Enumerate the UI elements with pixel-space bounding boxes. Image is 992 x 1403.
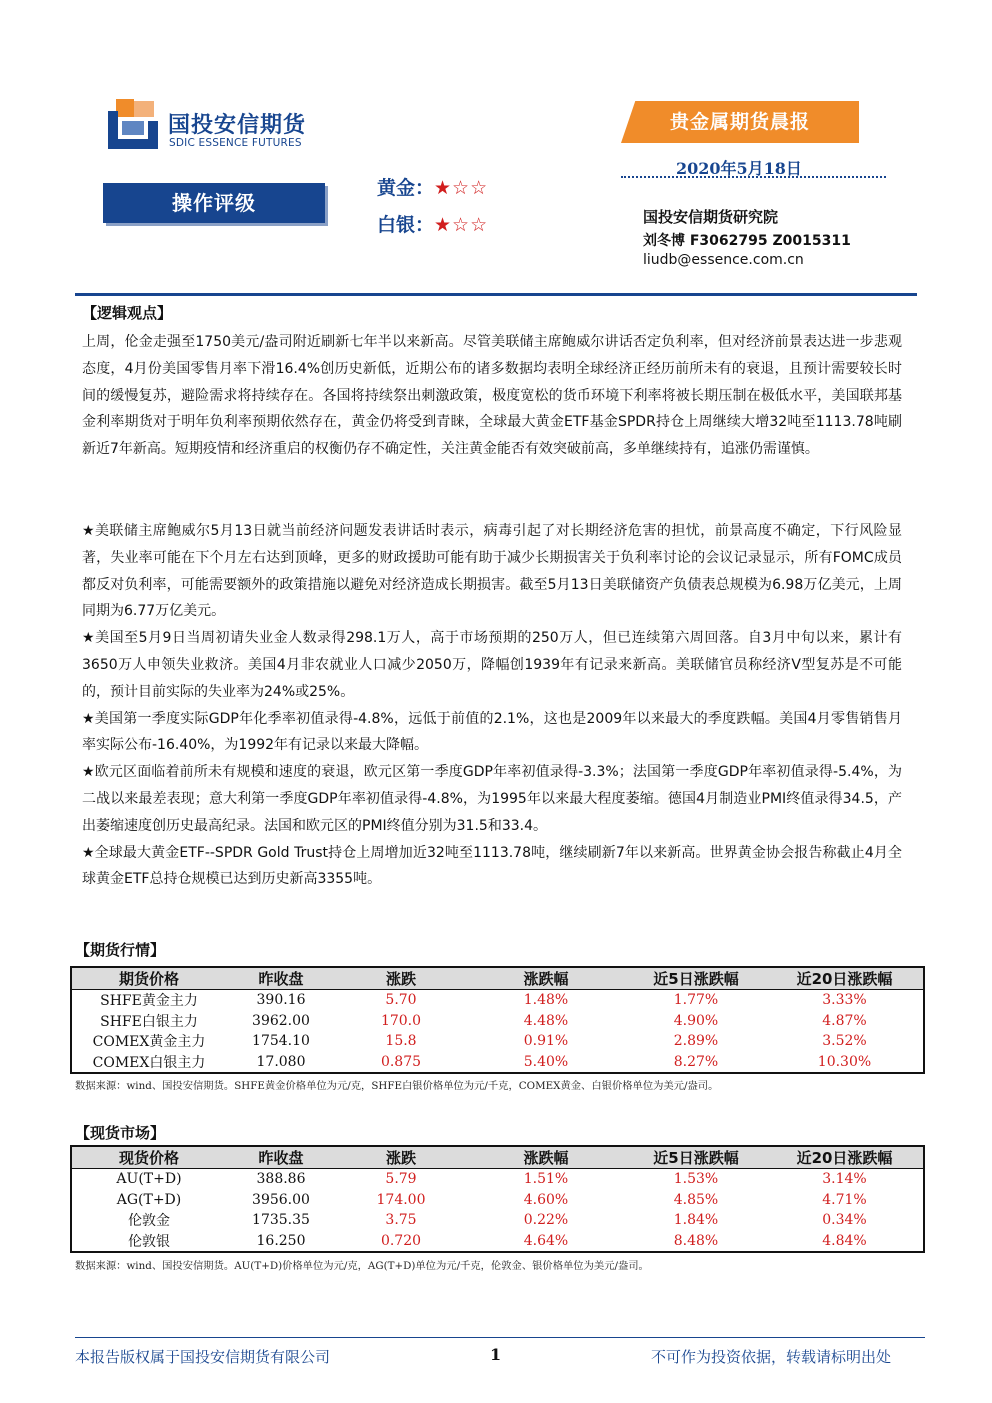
analyst-email[interactable]: liudb@essence.com.cn [643, 252, 804, 268]
table-row [71, 990, 924, 1011]
table-cell: 1.84% [673, 1212, 719, 1229]
table-cell: 0.720 [380, 1232, 422, 1249]
footer-disclaimer: 不可作为投资依据，转载请标明出处 [651, 1348, 892, 1366]
table-cell: 388.86 [256, 1171, 306, 1188]
table-cell: 3.14% [822, 1171, 867, 1188]
column-header: 近20日涨跌幅 [766, 967, 924, 990]
table-row [71, 1011, 924, 1032]
rating-label: 操作评级 [103, 183, 325, 223]
table-cell: 170.0 [380, 1012, 422, 1029]
page-number: 1 [490, 1345, 502, 1364]
table-row [71, 1169, 924, 1190]
table-cell: 0.875 [380, 1053, 422, 1070]
table-cell: 16.250 [256, 1232, 306, 1249]
table-cell: 8.48% [673, 1232, 719, 1249]
table-cell: 1.53% [673, 1171, 719, 1188]
table-cell: 17.080 [256, 1053, 306, 1070]
table-cell: 3.52% [822, 1033, 867, 1050]
silver-rating-name: 白银： [377, 214, 435, 236]
table-cell: 0.22% [523, 1212, 569, 1229]
table-cell: 10.30% [817, 1053, 872, 1070]
table-cell: 0.34% [822, 1212, 867, 1229]
gold-rating-name: 黄金： [377, 177, 435, 199]
table-cell: 5.70 [385, 992, 417, 1009]
table-row [71, 1190, 924, 1211]
column-header: 涨跌 [336, 967, 466, 990]
date-divider [621, 176, 886, 178]
column-header: 现货价格 [71, 1146, 226, 1169]
table-cell: 伦敦金 [128, 1213, 170, 1230]
gold-rating-stars: ★☆☆ [434, 177, 489, 199]
table-cell: 4.48% [523, 1012, 569, 1029]
table-cell: 3.75 [385, 1212, 417, 1229]
table-row [71, 1210, 924, 1231]
table-cell: 4.64% [523, 1232, 569, 1249]
logic-point: ★欧元区面临着前所未有规模和速度的衰退，欧元区第一季度GDP年率初值录得-3.3%；法国第一季度GDP年率初值录得-5.4%，为二战以来最差表现；意大利第一季度GDP年率初值录得-4.8%，为1995年以来最大程度萎缩。德国4月制造业PMI终值录得34.5，产出萎缩速度创历史最高纪录。法国和欧元区的PMI终值分别为31.5和33.4。 [82, 764, 902, 834]
column-header: 期货价格 [71, 967, 226, 990]
table-cell: SHFE白银主力 [100, 1013, 198, 1030]
table-cell: 1.48% [523, 992, 569, 1009]
table-cell: AG(T+D) [116, 1191, 182, 1208]
table-cell: SHFE黄金主力 [100, 993, 198, 1010]
table-header-row [71, 1146, 924, 1169]
logic-point-list [82, 518, 902, 893]
table-cell: 1754.10 [252, 1033, 310, 1050]
table-cell: 174.00 [376, 1191, 426, 1208]
company-logo-icon [108, 99, 158, 149]
table-cell: AU(T+D) [116, 1171, 182, 1188]
table-cell: 4.90% [673, 1012, 719, 1029]
logic-point: ★美国至5月9日当周初请失业金人数录得298.1万人，高于市场预期的250万人，但已连续第六周回落。自3月中旬以来，累计有3650万人申领失业救济。美国4月非农就业人口减少2050万，降幅创1939年有记录来新高。美联储官员称经济V型复苏是不可能的，预计目前实际的失业率为24%或25%。 [82, 630, 902, 700]
table-cell: 15.8 [385, 1033, 417, 1050]
table-cell: COMEX白银主力 [92, 1054, 206, 1071]
table-cell: 2.89% [673, 1033, 719, 1050]
header-divider [75, 293, 917, 296]
gold-rating [377, 173, 488, 200]
table-cell: 4.60% [523, 1191, 569, 1208]
table-cell: 3962.00 [252, 1012, 310, 1029]
column-header: 近5日涨跌幅 [626, 1146, 766, 1169]
column-header: 涨跌幅 [466, 967, 626, 990]
table-cell: 4.87% [822, 1012, 867, 1029]
table-cell: 5.40% [523, 1053, 569, 1070]
table-cell: 伦敦银 [128, 1233, 170, 1250]
logic-title: 【逻辑观点】 [82, 304, 173, 322]
footer-copyright: 本报告版权属于国投安信期货有限公司 [75, 1348, 331, 1366]
table-cell: 3956.00 [252, 1191, 310, 1208]
table-cell: 1.51% [523, 1171, 569, 1188]
table-cell: COMEX黄金主力 [92, 1034, 206, 1051]
column-header: 昨收盘 [226, 967, 336, 990]
spot-source-note: 数据来源：wind、国投安信期货。AU(T+D)价格单位为元/克，AG(T+D)单位为元/千克，伦敦金、银价格单位为美元/盎司。 [75, 1260, 649, 1272]
silver-rating [377, 210, 488, 237]
logic-intro: 上周，伦金走强至1750美元/盎司附近刷新七年半以来新高。尽管美联储主席鲍威尔讲话否定负利率，但对经济前景表达进一步悲观态度，4月份美国零售月率下滑16.4%创历史新低，近期公布的诸多数据均表明全球经济正经历前所未有的衰退，且预计需要较长时间的缓慢复苏，避险需求将持续存在。各国将持续祭出刺激政策，极度宽松的货币环境下利率将被长期压制在极低水平，美国联邦基金利率期货对于明年负利率预期依然存在，黄金仍将受到青睐，全球最大黄金ETF基金SPDR持仓上周继续大增32吨至1113.78吨刷新近7年新高。短期疫情和经济重启的权衡仍存不确定性，关注黄金能否有效突破前高，多单继续持有，追涨仍需谨慎。 [82, 334, 902, 458]
logic-point: ★美国第一季度实际GDP年化季率初值录得-4.8%，远低于前值的2.1%，这也是2009年以来最大的季度跌幅。美国4月零售销售月率实际公布-16.40%，为1992年有记录以来最大降幅。 [82, 710, 902, 754]
table-cell: 8.27% [673, 1053, 719, 1070]
logo-name-en: SDIC ESSENCE FUTURES [169, 137, 302, 149]
analyst-info: 刘冬博 F3062795 Z0015311 [643, 233, 851, 249]
table-cell: 3.33% [822, 992, 867, 1009]
column-header: 涨跌 [336, 1146, 466, 1169]
table-cell: 0.91% [523, 1033, 569, 1050]
spot-title: 【现货市场】 [75, 1124, 166, 1142]
report-date: 2020年5月18日 [676, 159, 802, 178]
table-row [71, 1231, 924, 1253]
futures-title: 【期货行情】 [75, 941, 166, 959]
table-cell: 4.85% [673, 1191, 719, 1208]
futures-table [70, 966, 925, 1074]
table-cell: 4.84% [822, 1232, 867, 1249]
footer-divider [75, 1337, 925, 1338]
table-row [71, 1031, 924, 1052]
table-cell: 4.71% [822, 1191, 867, 1208]
silver-rating-stars: ★☆☆ [434, 214, 489, 236]
column-header: 近5日涨跌幅 [626, 967, 766, 990]
logic-point: ★全球最大黄金ETF--SPDR Gold Trust持仓上周增加近32吨至1113.78吨，继续刷新7年以来新高。世界黄金协会报告称截止4月全球黄金ETF总持仓规模已达到历史新高3355吨。 [82, 844, 902, 888]
logic-point: ★美联储主席鲍威尔5月13日就当前经济问题发表讲话时表示，病毒引起了对长期经济危害的担忧，前景高度不确定，下行风险显著，失业率可能在下个月左右达到顶峰，更多的财政援助可能有助于减少长期损害关于负利率讨论的会议记录显示，所有FOMC成员都反对负利率，可能需要额外的政策措施以避免对经济造成长期损害。截至5月13日美联储资产负债表总规模为6.98万亿美元，上周同期为6.77万亿美元。 [82, 523, 902, 620]
logo-name-cn: 国投安信期货 [168, 113, 307, 138]
institute-name: 国投安信期货研究院 [643, 208, 779, 226]
report-type: 贵金属期货晨报 [669, 111, 810, 133]
table-cell: 5.79 [385, 1171, 417, 1188]
column-header: 近20日涨跌幅 [766, 1146, 924, 1169]
futures-source-note: 数据来源：wind、国投安信期货。SHFE黄金价格单位为元/克，SHFE白银价格单位为元/千克，COMEX黄金、白银价格单位为美元/盎司。 [75, 1080, 719, 1092]
table-cell: 1.77% [673, 992, 719, 1009]
table-cell: 1735.35 [252, 1212, 310, 1229]
column-header: 涨跌幅 [466, 1146, 626, 1169]
table-cell: 390.16 [256, 992, 306, 1009]
spot-table [70, 1145, 925, 1253]
column-header: 昨收盘 [226, 1146, 336, 1169]
table-row [71, 1052, 924, 1074]
table-header-row [71, 967, 924, 990]
